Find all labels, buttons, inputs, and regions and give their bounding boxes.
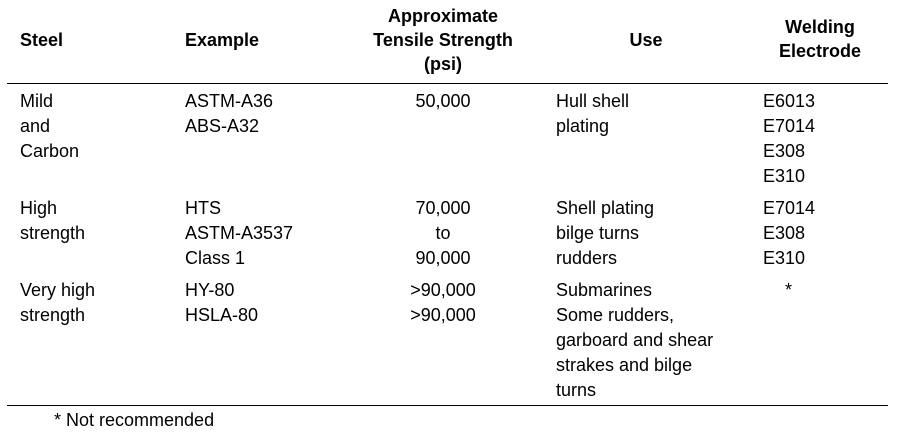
cell-line: ABS-A32	[185, 116, 260, 136]
cell-line: *	[785, 280, 793, 300]
cell-line: E7014	[763, 116, 816, 136]
cell-line: to	[435, 223, 451, 243]
header-example: Example	[185, 30, 260, 50]
header-welding-electrode	[765, 15, 875, 63]
cell-line: garboard and shear	[556, 330, 714, 350]
cell-line: bilge turns	[556, 223, 640, 243]
cell-line: E310	[763, 248, 806, 268]
header-electrode-line: Electrode	[778, 41, 862, 61]
header-steel: Steel	[20, 30, 64, 50]
row-very-high-example	[185, 278, 258, 328]
cell-line: HY-80	[185, 280, 235, 300]
row-high-electrode	[763, 196, 815, 271]
cell-line: E308	[763, 223, 806, 243]
header-electrode-line: Welding	[785, 17, 855, 37]
row-mild-steel	[20, 89, 79, 164]
header-strength-line: Tensile Strength	[373, 30, 513, 50]
row-very-high-use	[556, 278, 713, 403]
header-strength-line: Approximate	[387, 6, 499, 26]
row-high-use	[556, 196, 654, 271]
cell-line: rudders	[556, 248, 618, 268]
row-high-steel	[20, 196, 85, 246]
cell-line: Class 1	[185, 248, 246, 268]
header-tensile-strength	[360, 4, 526, 76]
row-mild-use	[556, 89, 629, 139]
cell-line: strength	[20, 223, 86, 243]
row-mild-example	[185, 89, 273, 139]
cell-line: Submarines	[556, 280, 653, 300]
header-rule	[7, 83, 888, 84]
cell-line: Mild	[20, 91, 54, 111]
row-very-high-strength	[380, 278, 506, 328]
cell-line: 70,000	[415, 198, 471, 218]
cell-line: Hull shell	[556, 91, 630, 111]
footnote: * Not recommended	[54, 410, 215, 430]
cell-line: ASTM-A3537	[185, 223, 294, 243]
cell-line: E6013	[763, 91, 816, 111]
cell-line: HSLA-80	[185, 305, 259, 325]
header-use: Use	[629, 30, 663, 50]
cell-line: 90,000	[415, 248, 471, 268]
cell-line: E308	[763, 141, 806, 161]
cell-line: Shell plating	[556, 198, 655, 218]
cell-line: >90,000	[410, 280, 476, 300]
row-high-strength	[380, 196, 506, 271]
header-strength-line: (psi)	[424, 54, 462, 74]
row-mild-strength	[380, 89, 506, 114]
cell-line: E310	[763, 166, 806, 186]
cell-line: >90,000	[410, 305, 476, 325]
cell-line: and	[20, 116, 51, 136]
cell-line: 50,000	[415, 91, 471, 111]
cell-line: E7014	[763, 198, 816, 218]
cell-line: ASTM-A36	[185, 91, 274, 111]
cell-line: plating	[556, 116, 610, 136]
footer-rule	[7, 405, 888, 406]
cell-line: turns	[556, 380, 597, 400]
cell-line: Very high	[20, 280, 96, 300]
cell-line: Some rudders,	[556, 305, 675, 325]
cell-line: High	[20, 198, 58, 218]
row-high-example	[185, 196, 293, 271]
cell-line: HTS	[185, 198, 221, 218]
cell-line: strength	[20, 305, 86, 325]
row-very-high-electrode	[785, 278, 792, 303]
cell-line: Carbon	[20, 141, 80, 161]
row-very-high-steel	[20, 278, 95, 328]
row-mild-electrode	[763, 89, 815, 189]
cell-line: strakes and bilge	[556, 355, 693, 375]
